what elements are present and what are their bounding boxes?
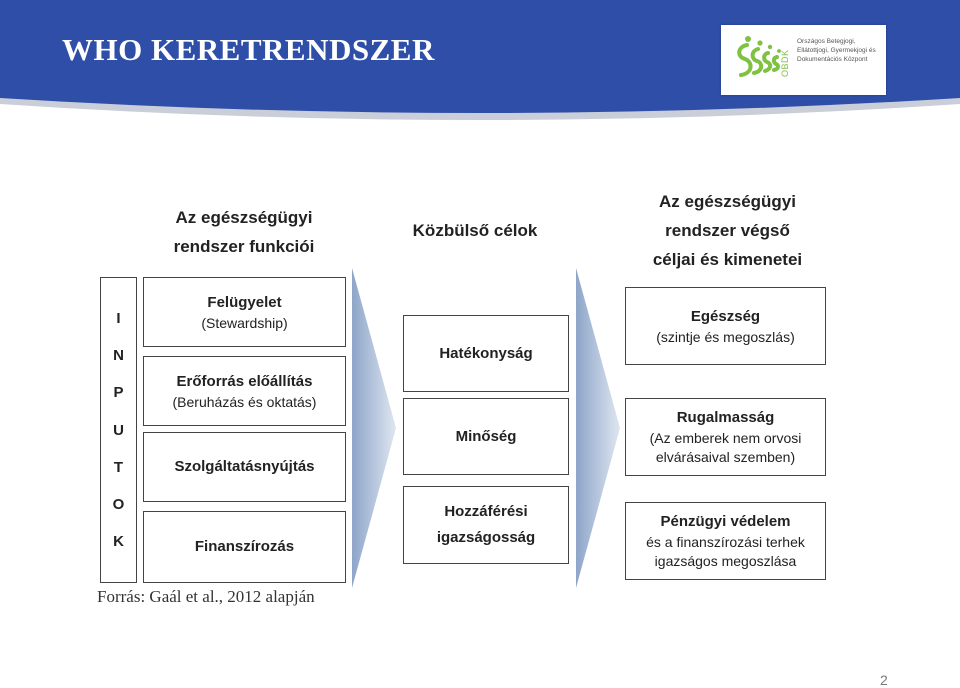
final-title: Egészség xyxy=(690,307,761,325)
intermediate-line: Hatékonyság xyxy=(439,344,533,362)
header-line: Közbülső célok xyxy=(412,221,538,240)
header-line: Az egészségügyi xyxy=(175,208,313,227)
final-title: Pénzügyi védelem xyxy=(660,513,791,530)
header-line: rendszer funkciói xyxy=(173,237,315,256)
function-title: Szolgáltatásnyújtás xyxy=(174,458,315,475)
final-subtitle: igazságos megoszlása xyxy=(654,553,797,569)
header-line: rendszer végső xyxy=(665,221,790,240)
intermediate-box-quality xyxy=(403,398,569,475)
final-subtitle: elvárásaival szemben) xyxy=(655,449,796,465)
final-box-responsiveness xyxy=(625,398,826,476)
inputs-letter: K xyxy=(113,532,124,550)
inputs-letter: N xyxy=(113,347,124,365)
function-box-stewardship xyxy=(143,277,346,347)
final-subtitle: (Az emberek nem orvosi xyxy=(649,430,802,446)
obdk-logo-line: Ellátottjogi, Gyermekjogi és xyxy=(797,47,876,54)
inputs-letter: I xyxy=(116,310,121,328)
arrow-intermediate-to-final xyxy=(574,268,624,588)
intermediate-line: Hozzáférési xyxy=(444,503,528,520)
function-subtitle: (Beruházás és oktatás) xyxy=(172,393,317,410)
inputs-letter: U xyxy=(113,421,124,439)
obdk-logo-mark xyxy=(727,31,793,89)
final-box-health xyxy=(625,287,826,365)
inputs-letter: P xyxy=(113,384,124,402)
final-column-header xyxy=(615,187,840,274)
intermediate-column-header xyxy=(390,216,560,245)
function-title: Finanszírozás xyxy=(194,538,295,555)
intermediate-box-access-equity xyxy=(403,486,569,564)
inputs-letter: O xyxy=(112,495,125,513)
obdk-logo-line: Dokumentációs Központ xyxy=(797,56,868,63)
header-line: céljai és kimenetei xyxy=(652,250,803,269)
function-box-financing xyxy=(143,511,346,583)
final-subtitle: (szintje és megoszlás) xyxy=(656,328,795,345)
obdk-logo-line: Országos Betegjogi, xyxy=(797,38,856,45)
function-title: Erőforrás előállítás xyxy=(176,372,313,390)
inputs-box xyxy=(100,277,137,583)
obdk-logo xyxy=(721,25,886,95)
slide-title: WHO KERETRENDSZER xyxy=(62,32,435,67)
function-subtitle: (Stewardship) xyxy=(201,314,288,331)
function-box-resources xyxy=(143,356,346,426)
intermediate-line: igazságosság xyxy=(436,529,536,546)
function-title: Felügyelet xyxy=(207,293,282,311)
source-citation: Forrás: Gaál et al., 2012 alapján xyxy=(97,587,315,606)
header-line: Az egészségügyi xyxy=(659,192,796,211)
arrow-functions-to-intermediate xyxy=(350,268,400,588)
intermediate-line: Minőség xyxy=(455,427,517,445)
obdk-logo-acronym: OBDK xyxy=(780,49,790,77)
obdk-logo-text xyxy=(797,37,887,64)
final-title: Rugalmasság xyxy=(676,409,775,426)
function-box-service-delivery xyxy=(143,432,346,502)
functions-column-header xyxy=(144,203,344,261)
final-subtitle: és a finanszírozási terhek xyxy=(646,534,805,550)
intermediate-box-efficiency xyxy=(403,315,569,392)
page-number: 2 xyxy=(880,672,888,688)
inputs-letter: T xyxy=(113,458,124,476)
final-box-financial-protection xyxy=(625,502,826,580)
